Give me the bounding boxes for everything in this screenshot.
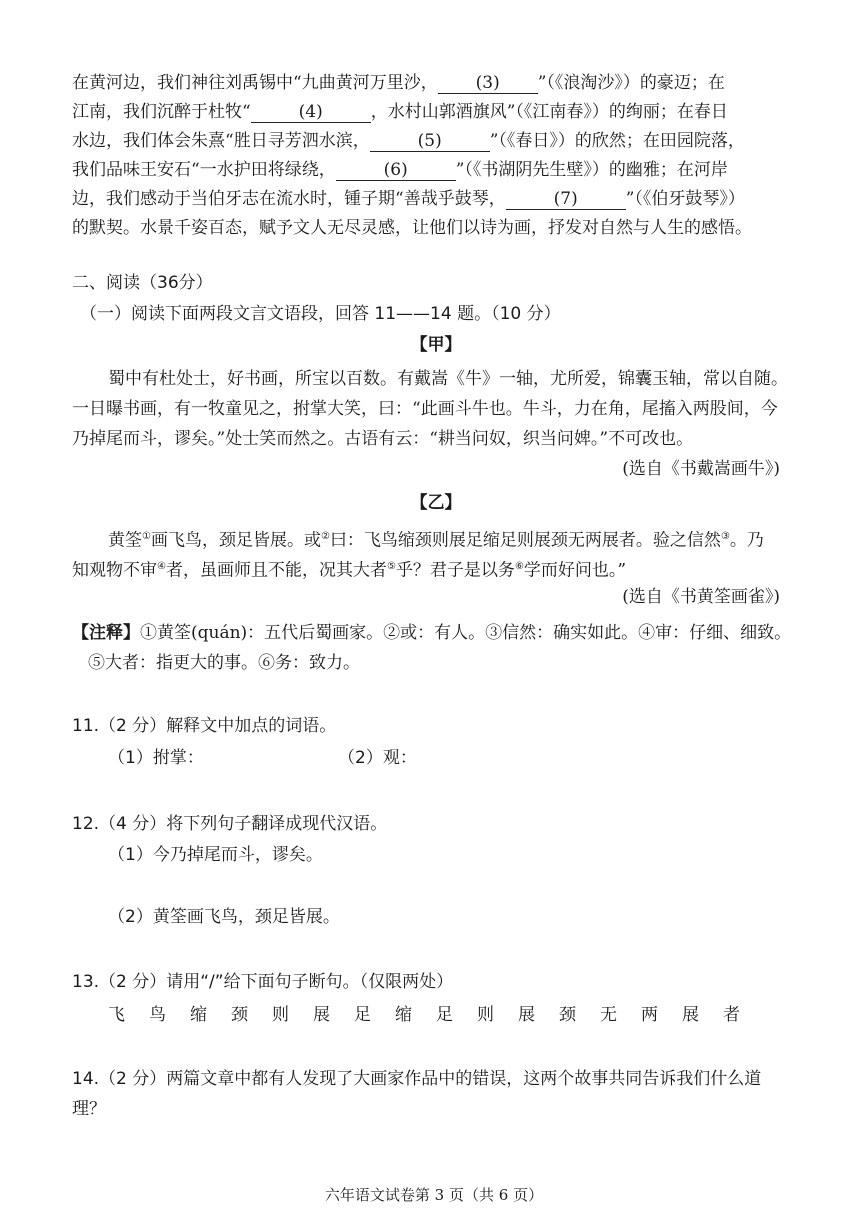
footnote-ref-6: ⑥ (514, 561, 524, 572)
intro-line-1: 在黄河边，我们神往刘禹锡中“九曲黄河万里沙， (3) ”（《浪淘沙》）的豪迈；在 (72, 73, 725, 93)
passage-yi-line-2: 知观物不审④者，虽画师且不能，况其大者⑤乎？君子是以务⑥学而好问也。” (72, 560, 627, 581)
question-11-part-2: （2）观： (338, 748, 417, 768)
blank-6[interactable]: (6) (336, 160, 456, 181)
passage-jia-source: (选自《书戴嵩画牛》) (622, 459, 780, 479)
passage-jia-line-3: 乃掉尾而斗，谬矣。”处士笑而然之。古语有云：“耕当问奴，织当问婢。”不可改也。 (72, 429, 694, 449)
notes-line-1: 【注释】①黄筌(quán)：五代后蜀画家。②或：有人。③信然：确实如此。④审：仔细、细致。 (72, 623, 792, 643)
question-11-stem: 11.（2 分）解释文中加点的词语。 (72, 716, 337, 736)
intro-line-4: 我们品味王安石“一水护田将绿绕， (6) ”（《书湖阴先生壁》）的幽雅；在河岸 (72, 160, 728, 180)
question-14-stem: 14.（2 分）两篇文章中都有人发现了大画家作品中的错误，这两个故事共同告诉我们什么道 (72, 1069, 762, 1089)
notes-line-2: ⑤大者：指更大的事。⑥务：致力。 (88, 653, 360, 673)
footnote-ref-4: ④ (157, 561, 166, 572)
question-14-stem-cont: 理？ (72, 1099, 106, 1119)
blank-4[interactable]: (4) (251, 102, 371, 123)
question-12-part-2: （2）黄筌画飞鸟，颈足皆展。 (108, 907, 340, 927)
passage-jia-line-2: 一日曝书画，有一牧童见之，拊掌大笑，曰：“此画斗牛也。牛斗，力在角，尾搐入两股间，今 (72, 399, 778, 419)
passage-jia-line-1: 蜀中有杜处士，好书画，所宝以百数。有戴嵩《牛》一轴，尤所爱，锦囊玉轴，常以自随。 (108, 369, 788, 389)
blank-7[interactable]: (7) (506, 189, 626, 210)
intro-line-2: 江南，我们沉醉于杜牧“ (4) ，水村山郭酒旗风”（《江南春》）的绚丽；在春日 (72, 102, 728, 122)
page-footer: 六年语文试卷第 3 页（共 6 页） (324, 1186, 544, 1204)
subsection-heading: （一）阅读下面两段文言文语段，回答 11——14 题。（10 分） (80, 304, 561, 324)
footnote-ref-5: ⑤ (386, 561, 396, 572)
intro-line-5: 边，我们感动于当伯牙志在流水时，锺子期“善哉乎鼓琴， (7) ”（《伯牙鼓琴》） (72, 189, 745, 209)
question-11-part-1: （1）拊掌： (108, 748, 204, 768)
question-13-sentence: 飞鸟缩颈则展足缩足则展颈无两展者 (108, 1005, 764, 1025)
passage-yi-line-1: 黄筌①画飞鸟，颈足皆展。或②曰：飞鸟缩颈则展足缩足则展颈无两展者。验之信然③。乃 (108, 530, 764, 551)
question-12-part-1: （1）今乃掉尾而斗，谬矣。 (108, 845, 323, 865)
footnote-ref-2: ② (320, 531, 330, 542)
passage-jia-title: 【甲】 (410, 335, 462, 355)
passage-yi-source: (选自《书黄筌画雀》) (622, 587, 780, 607)
question-12-stem: 12.（4 分）将下列句子翻译成现代汉语。 (72, 814, 388, 834)
intro-line-6: 的默契。水景千姿百态，赋予文人无尽灵感，让他们以诗为画，抒发对自然与人生的感悟。 (72, 218, 752, 238)
footnote-ref-3: ③ (720, 531, 730, 542)
question-13-stem: 13.（2 分）请用“/”给下面句子断句。（仅限两处） (72, 972, 454, 992)
passage-yi-title: 【乙】 (410, 493, 462, 513)
section-heading: 二、阅读（36分） (72, 273, 213, 293)
intro-line-3: 水边，我们体会朱熹“胜日寻芳泗水滨， (5) ”（《春日》）的欣然；在田园院落， (72, 131, 745, 151)
notes-label: 【注释】 (72, 623, 140, 643)
footnote-ref-1: ① (142, 531, 151, 542)
blank-3[interactable]: (3) (438, 73, 538, 94)
blank-5[interactable]: (5) (370, 131, 490, 152)
